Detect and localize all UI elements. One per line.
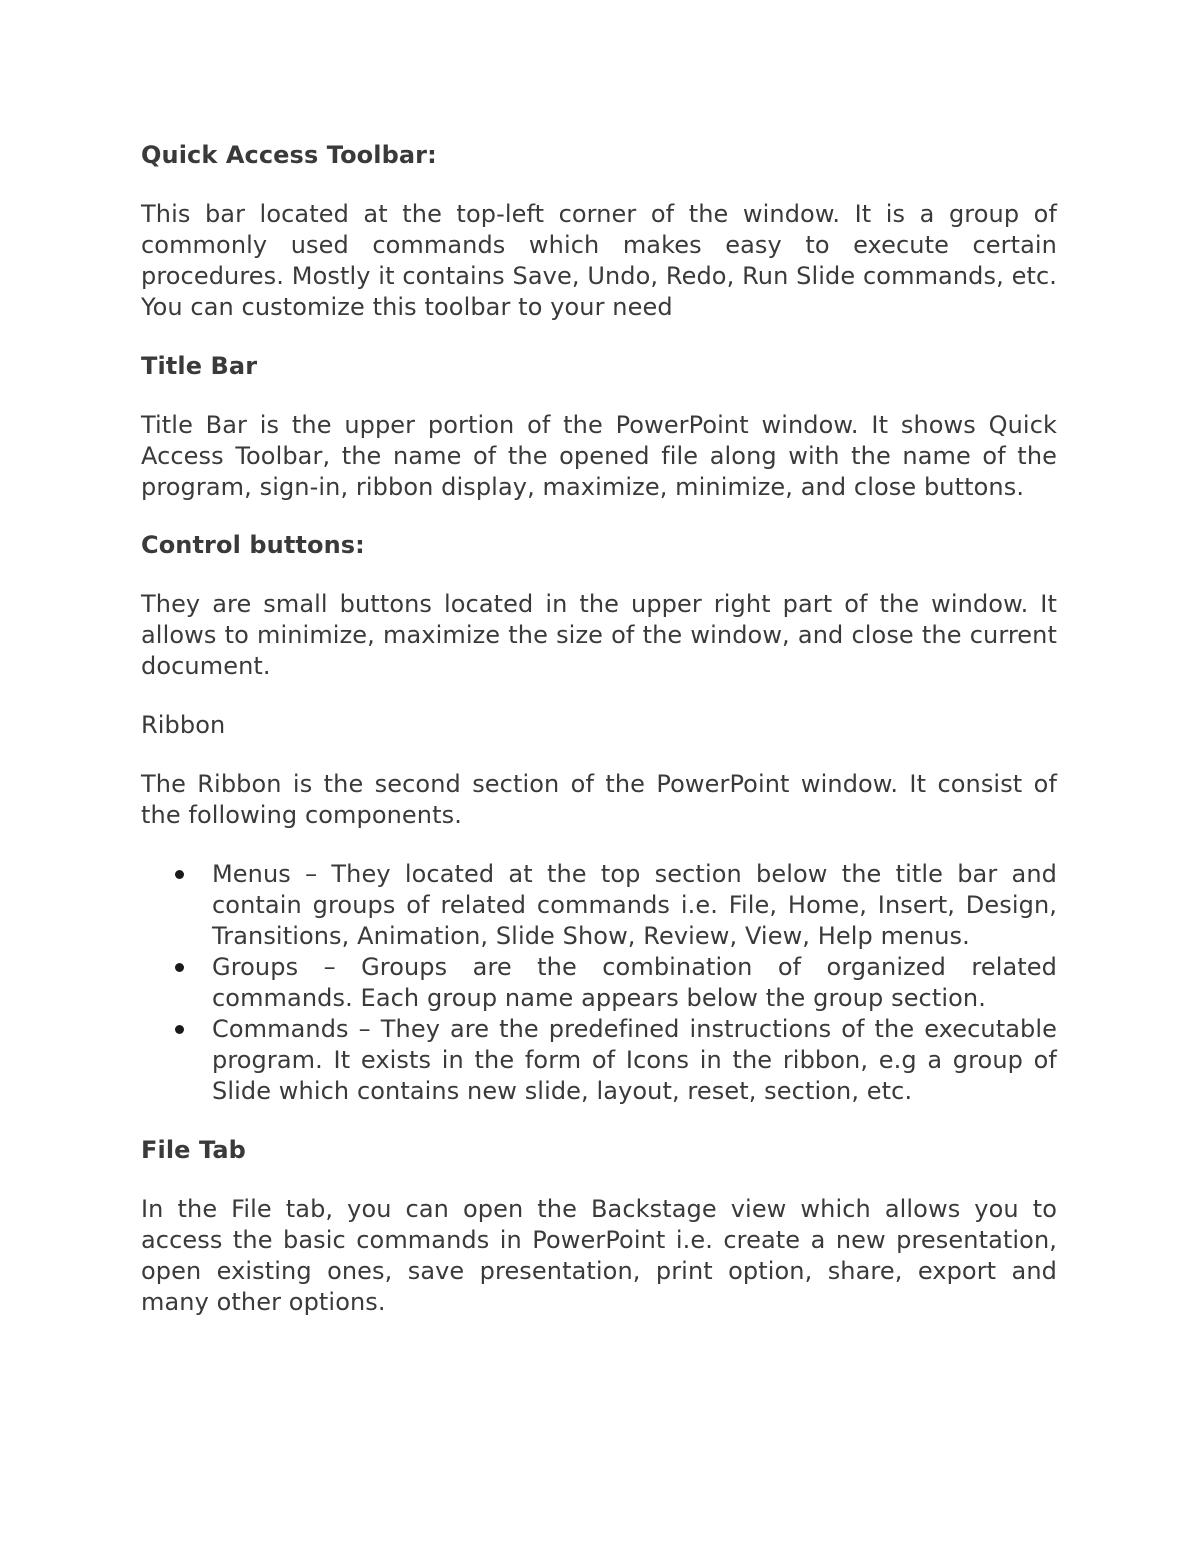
list-item-text: Commands – They are the predefined instructions of the executable program. It exists in the form of Icons in the ribbon, e.g a group of Slide which contains new slide, layout, reset, section, etc. <box>212 1015 1057 1105</box>
bullet-icon <box>175 870 184 879</box>
control-buttons-paragraph: They are small buttons located in the upper right part of the window. It allows to minimize, maximize the size of the window, and close the current document. <box>141 590 1057 680</box>
title-bar-heading: Title Bar <box>141 352 258 380</box>
list-item-commands <box>141 1014 1057 1107</box>
file-tab-heading: File Tab <box>141 1136 246 1164</box>
document-page <box>141 140 1057 1318</box>
list-item-text: Menus – They located at the top section below the title bar and contain groups of related commands i.e. File, Home, Insert, Design, Transitions, Animation, Slide Show, Review, View, Help menus. <box>212 860 1057 950</box>
list-item-text: Groups – Groups are the combination of organized related commands. Each group name appears below the group section. <box>212 953 1057 1012</box>
bullet-icon <box>175 963 184 972</box>
ribbon-heading: Ribbon <box>141 711 226 739</box>
control-buttons-heading: Control buttons: <box>141 531 365 559</box>
list-item-menus <box>141 859 1057 952</box>
ribbon-paragraph: The Ribbon is the second section of the PowerPoint window. It consist of the following components. <box>141 770 1057 829</box>
bullet-icon <box>175 1025 184 1034</box>
quick-access-toolbar-heading: Quick Access Toolbar: <box>141 141 437 169</box>
file-tab-paragraph: In the File tab, you can open the Backstage view which allows you to access the basic commands in PowerPoint i.e. create a new presentation, open existing ones, save presentation, print option, share, export and many other options. <box>141 1195 1057 1316</box>
title-bar-paragraph: Title Bar is the upper portion of the PowerPoint window. It shows Quick Access Toolbar, the name of the opened file along with the name of the program, sign-in, ribbon display, maximize, minimize, and close buttons. <box>141 411 1057 501</box>
ribbon-components-list <box>141 859 1057 1107</box>
quick-access-toolbar-paragraph: This bar located at the top-left corner of the window. It is a group of commonly used commands which makes easy to execute certain procedures. Mostly it contains Save, Undo, Redo, Run Slide commands, etc. You can customize this toolbar to your need <box>141 200 1057 321</box>
list-item-groups <box>141 952 1057 1014</box>
